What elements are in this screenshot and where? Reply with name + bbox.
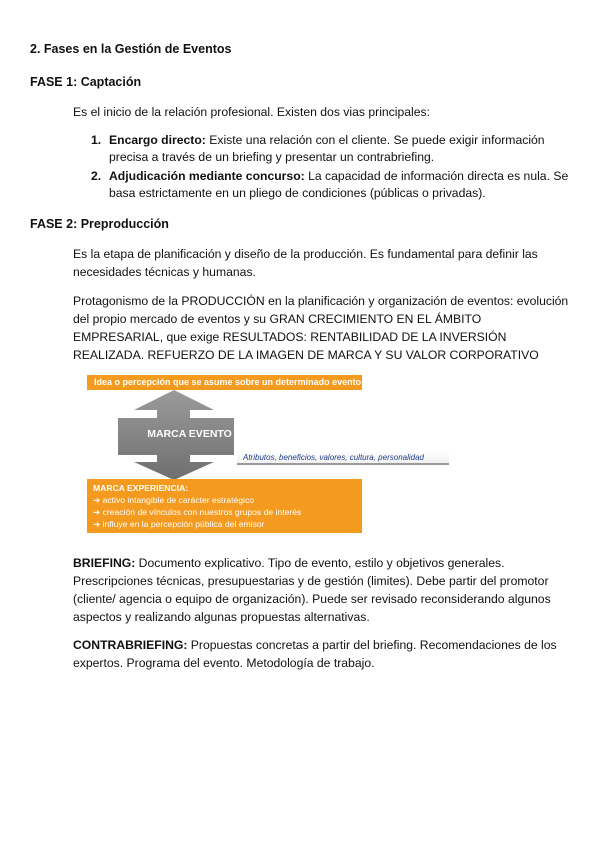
box-bullet: ➔ creación de vínculos con nuestros grupos de interés xyxy=(93,507,302,517)
fase2-paragraph-2: Protagonismo de la PRODUCCIÓN en la planificación y organización de eventos: evolución del propio mercado de eventos y su GRAN CRECIMIENTO EN EL ÁMBITO EMPRESARIAL, que exige RESULTADOS: RENTABILIDAD DE LA INVERSIÓN REALIZADA. REFUERZO DE LA IMAGEN DE MARCA Y SU VALOR CORPORATIVO xyxy=(73,294,569,362)
marca-evento-diagram xyxy=(87,375,449,533)
section-title: 2. Fases en la Gestión de Eventos xyxy=(30,42,232,56)
box-title: MARCA EXPERIENCIA: xyxy=(93,483,189,493)
list-item xyxy=(91,132,573,166)
list-item xyxy=(91,168,573,202)
briefing-text: Documento explicativo. Tipo de evento, estilo y objetivos generales. Prescripciones técnicas, presupuestarias y de gestión (limites). Debe partir del promotor (cliente/ agencia o equipo de organización). Puede ser revisado reconsiderando algunos aspectos y realizando algunas propuestas alternativas. xyxy=(73,556,551,624)
contrabriefing-label: CONTRABRIEFING: xyxy=(73,638,188,652)
fase1-list xyxy=(91,132,573,202)
fase1-title: FASE 1: Captación xyxy=(30,75,142,89)
list-number: 1. xyxy=(91,133,102,147)
diagram-attributes-label: Atributos, beneficios, valores, cultura, personalidad xyxy=(237,451,449,465)
fase2-paragraph-1: Es la etapa de planificación y diseño de la producción. Es fundamental para definir las necesidades técnicas y humanas. xyxy=(73,247,538,279)
fase2-title: FASE 2: Preproducción xyxy=(30,217,169,231)
briefing-label: BRIEFING: xyxy=(73,556,136,570)
diagram-center-label: MARCA EVENTO xyxy=(147,428,232,440)
diagram-top-label: Idea o percepción que se asume sobre un determinado evento xyxy=(87,375,362,390)
list-item-text: Existe una relación con el cliente. Se puede exigir información precisa a través de un briefing y presentar un contrabriefing. xyxy=(109,133,545,164)
briefing-paragraph xyxy=(73,554,573,626)
list-item-label: Encargo directo: xyxy=(109,133,206,147)
marca-experiencia-box xyxy=(87,479,362,533)
list-number: 2. xyxy=(91,169,102,183)
fase1-intro: Es el inicio de la relación profesional. Existen dos vias principales: xyxy=(73,105,431,119)
list-item-label: Adjudicación mediante concurso: xyxy=(109,169,305,183)
contrabriefing-paragraph xyxy=(73,636,573,672)
box-bullet: ➔ influye en la percepción pública del emisor xyxy=(93,519,265,529)
box-bullet: ➔ activo intangible de carácter estratégico xyxy=(93,495,255,505)
contrabriefing-text: Propuestas concretas a partir del briefing. Recomendaciones de los expertos. Programa del evento. Metodología de trabajo. xyxy=(73,638,557,670)
list-item-text: La capacidad de información directa es nula. Se basa estrictamente en un pliego de condiciones (públicas o privadas). xyxy=(109,169,569,200)
